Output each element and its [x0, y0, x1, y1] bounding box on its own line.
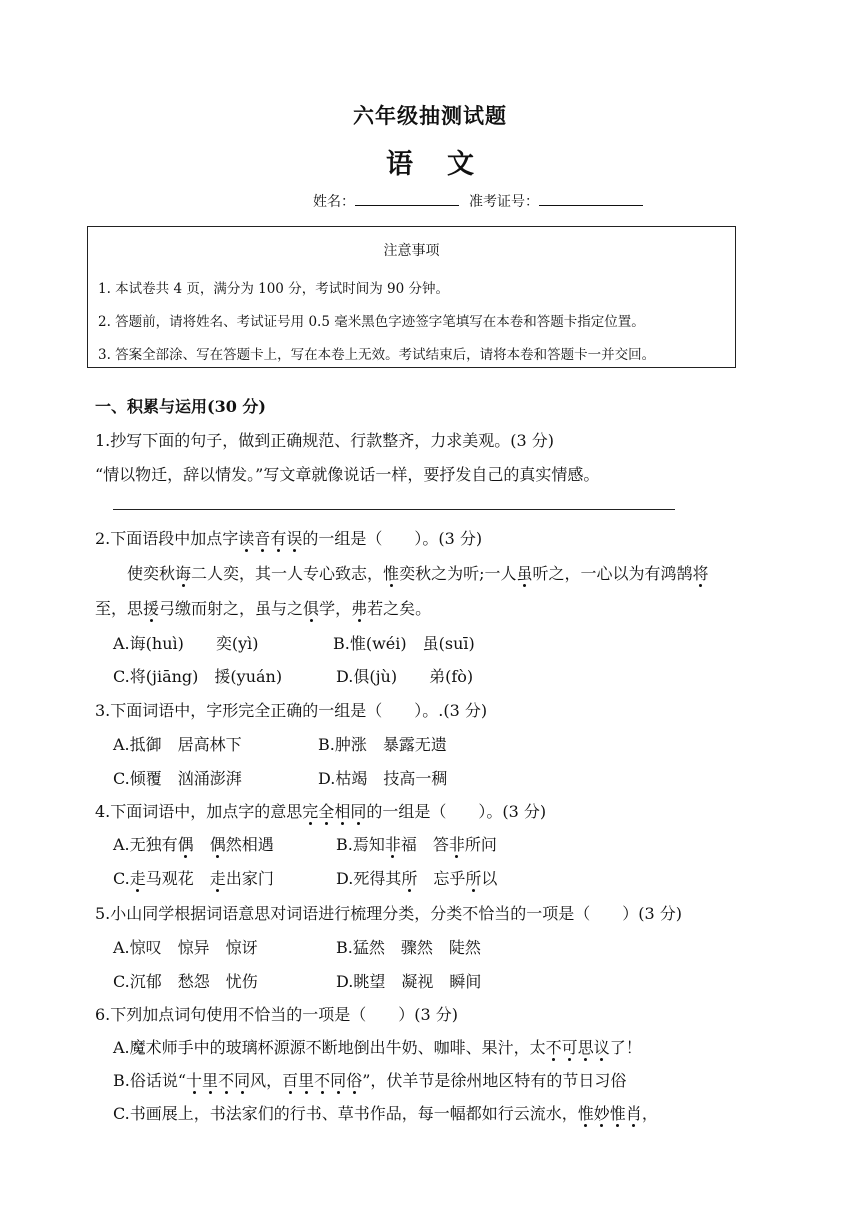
emphasis-char: 百	[282, 1068, 298, 1091]
text-run: 使奕秋	[95, 564, 176, 583]
subject-char-1: 语	[386, 149, 413, 180]
option-a	[113, 832, 274, 855]
emphasis-char: 可	[562, 1035, 578, 1058]
option-d	[336, 866, 497, 889]
emphasis-char: 音	[254, 526, 270, 549]
emphasis-char: 非	[449, 832, 465, 855]
text-run: 福 答	[400, 835, 449, 854]
option-c	[113, 866, 274, 889]
emphasis-char: 偶	[210, 832, 226, 855]
notice-item: 3. 答案全部涂、写在答题卡上，写在本卷上无效。考试结束后，请将本卷和答题卡一并交回。	[98, 347, 656, 363]
option-b	[336, 832, 497, 855]
emphasis-char: 相	[334, 799, 350, 822]
option-b: B.惟(wéi) 虽(suī)	[333, 634, 475, 653]
emphasis-char: 将	[693, 561, 709, 584]
question-4	[95, 799, 546, 822]
option-a: A.诲(huì) 奕(yì)	[113, 634, 259, 653]
text-run: B.俗话说“	[113, 1071, 187, 1090]
text-run: 听之，一心以为有鸿鹄	[532, 564, 693, 583]
emphasis-char: 不	[218, 1068, 234, 1091]
text-run: 二人奕，其一人专心致志，	[191, 564, 384, 583]
emphasis-char: 全	[318, 799, 334, 822]
option-a: A.惊叹 惊异 惊讶	[113, 938, 258, 957]
emphasis-char: 走	[130, 866, 146, 889]
text-run: 所问	[464, 835, 497, 854]
notice-title: 注意事项	[383, 243, 440, 259]
emphasis-char: 妙	[594, 1101, 610, 1124]
text-run: 了！	[609, 1038, 642, 1057]
q2-emphasis	[238, 529, 302, 548]
option-c: C.沉郁 愁怨 忧伤	[113, 972, 258, 991]
emphasis-char: 十	[186, 1068, 202, 1091]
emphasis-char: 偶	[178, 832, 194, 855]
question-2	[95, 526, 482, 549]
text-run: B.焉知	[336, 835, 385, 854]
emphasis-char: 虽	[516, 561, 532, 584]
id-blank	[539, 193, 643, 206]
text-run: 然相遇	[225, 835, 274, 854]
text-run: ，	[641, 1104, 658, 1123]
emphasis-char: 里	[202, 1068, 218, 1091]
question-1: 1.抄写下面的句子，做到正确规范、行款整齐，力求美观。(3 分)	[95, 431, 555, 450]
emphasis-char: 走	[210, 866, 226, 889]
q2-text: 的一组是（ ）。(3 分)	[302, 529, 483, 548]
text-run	[194, 835, 210, 854]
text-run: A.魔术师手中的玻璃杯源源不断地倒出牛奶、咖啡、果汁，太	[113, 1038, 546, 1057]
question-6: 6.下列加点词句使用不恰当的一项是（ ）(3 分)	[95, 1005, 459, 1024]
emphasis-char: 俱	[303, 596, 319, 619]
emphasis-char: 完	[302, 799, 318, 822]
emphasis-char: 惟	[383, 561, 399, 584]
copy-line	[113, 509, 675, 510]
text-run: 出家门	[225, 869, 274, 888]
option-a: A.抵御 居高林下	[113, 735, 242, 754]
option-c: C.将(jiāng) 援(yuán)	[113, 667, 283, 686]
emphasis-char: 弗	[351, 596, 367, 619]
text-run: 奕秋之为听;一人	[399, 564, 517, 583]
text-run: ”，伏羊节是徐州地区特有的节日习俗	[362, 1071, 627, 1090]
emphasis-char: 议	[594, 1035, 610, 1058]
option-c	[113, 1101, 658, 1124]
section-heading: 一、积累与运用(30 分)	[95, 397, 266, 416]
emphasis-char: 惟	[610, 1101, 626, 1124]
emphasis-char: 不	[314, 1068, 330, 1091]
q2-passage-line-1	[95, 561, 709, 584]
option-b	[113, 1068, 626, 1091]
question-5: 5.小山同学根据词语意思对词语进行梳理分类，分类不恰当的一项是（ ）(3 分)	[95, 904, 683, 923]
notice-box	[87, 226, 736, 368]
subject-char-2: 文	[447, 149, 474, 180]
emphasis-char: 惟	[578, 1101, 594, 1124]
emphasis-char: 同	[350, 799, 366, 822]
emphasis-char: 有	[270, 526, 286, 549]
text-run: 至，思	[95, 599, 144, 618]
emphasis-char: 思	[578, 1035, 594, 1058]
emphasis-char: 肖	[626, 1101, 642, 1124]
text-run: 忘乎	[417, 869, 466, 888]
option-d: D.枯竭 技高一稠	[318, 769, 448, 788]
text-run: 风，	[250, 1071, 283, 1090]
text-run: 马观花	[145, 869, 210, 888]
text-run: C.	[113, 869, 130, 888]
q4-text: 的一组是（ ）。(3 分)	[366, 802, 547, 821]
option-d: D.俱(jù) 弟(fò)	[336, 667, 474, 686]
name-blank	[355, 193, 459, 206]
q2-text: 2.下面语段中加点字	[95, 529, 239, 548]
text-run: C.书画展上，书法家们的行书、草书作品，每一幅都如行云流水，	[113, 1104, 578, 1123]
option-b: B.猛然 骤然 陡然	[336, 938, 481, 957]
emphasis-char: 误	[286, 526, 302, 549]
emphasis-char: 所	[401, 866, 417, 889]
exam-title: 六年级抽测试题	[353, 103, 507, 128]
option-a	[113, 1035, 642, 1058]
text-run: 弓缴而射之，虽与之	[159, 599, 304, 618]
text-run: 若之矣。	[367, 599, 432, 618]
text-run: 以	[481, 869, 498, 888]
emphasis-char: 同	[234, 1068, 250, 1091]
emphasis-char: 非	[385, 832, 401, 855]
emphasis-char: 同	[330, 1068, 346, 1091]
emphasis-char: 所	[465, 866, 481, 889]
name-label: 姓名：	[313, 194, 355, 210]
notice-item: 2. 答题前，请将姓名、考试证号用 0.5 毫米黑色字迹签字笔填写在本卷和答题卡指定位置。	[98, 314, 645, 330]
candidate-info	[313, 191, 653, 211]
emphasis-char: 不	[546, 1035, 562, 1058]
emphasis-char: 诲	[175, 561, 191, 584]
option-b: B.肿涨 暴露无遗	[318, 735, 447, 754]
option-c: C.倾覆 汹涌澎湃	[113, 769, 242, 788]
emphasis-char: 里	[298, 1068, 314, 1091]
text-run: A.无独有	[113, 835, 178, 854]
notice-item: 1. 本试卷共 4 页，满分为 100 分，考试时间为 90 分钟。	[98, 281, 449, 297]
q2-passage-line-2	[95, 596, 431, 619]
q4-text: 4.下面词语中，加点字的意思	[95, 802, 303, 821]
text-run: D.死得其	[336, 869, 402, 888]
question-3: 3.下面词语中，字形完全正确的一组是（ ）。.(3 分)	[95, 701, 488, 720]
subject-title	[0, 142, 860, 181]
text-run: 学，	[319, 599, 352, 618]
q4-emphasis	[302, 802, 366, 821]
emphasis-char: 援	[143, 596, 159, 619]
emphasis-char: 读	[238, 526, 254, 549]
emphasis-char: 俗	[346, 1068, 362, 1091]
id-label: 准考证号：	[469, 194, 539, 210]
q1-sentence: “情以物迁，辞以情发。”写文章就像说话一样，要抒发自己的真实情感。	[95, 465, 600, 484]
option-d: D.眺望 凝视 瞬间	[336, 972, 482, 991]
